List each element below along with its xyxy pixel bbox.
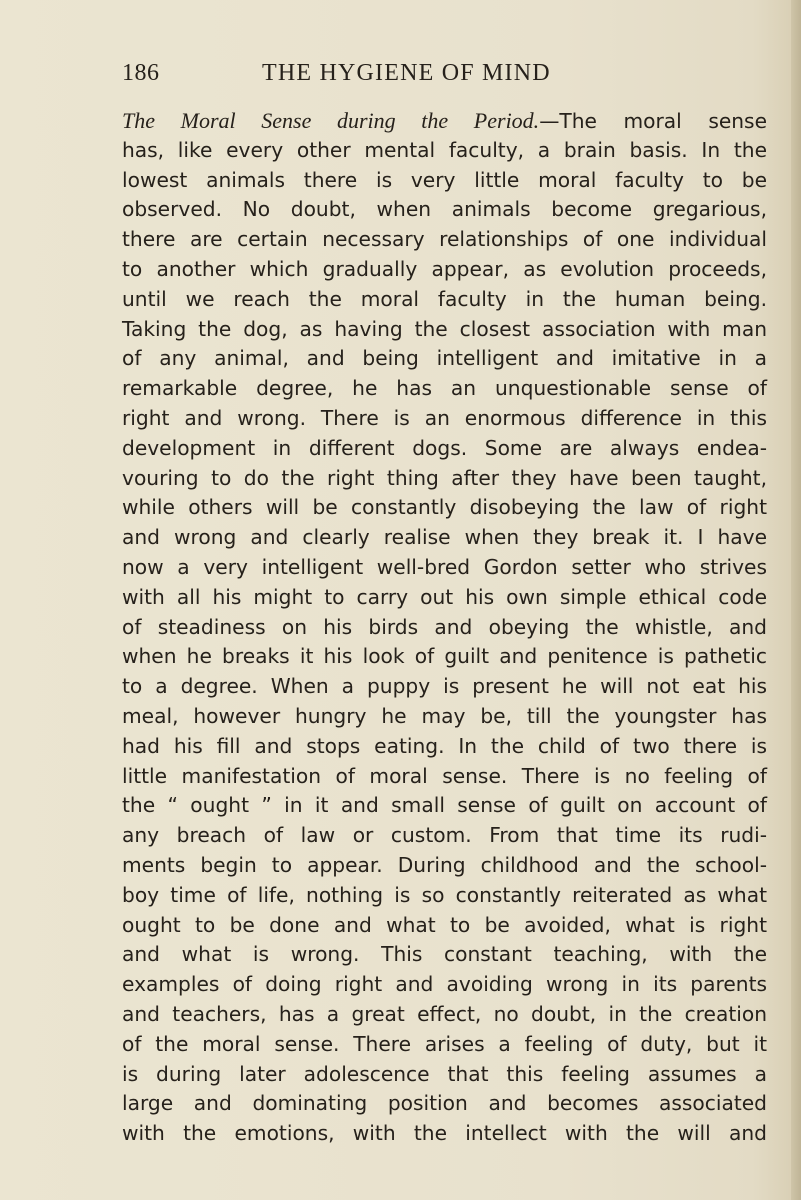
text-line: any breach of law or custom. From that time its rudi-	[122, 823, 767, 848]
text-line: until we reach the moral faculty in the human being.	[122, 286, 767, 311]
text-line: while others will be constantly disobeying the law of right	[122, 495, 767, 520]
text-line: meal, however hungry he may be, till the youngster has	[122, 703, 767, 728]
text-line: with all his might to carry out his own simple ethical code	[122, 584, 767, 609]
text-line: remarkable degree, he has an unquestionable sense of	[122, 376, 767, 401]
text-line: vouring to do the right thing after they have been taught,	[122, 465, 767, 490]
text-line: with the emotions, with the intellect with the will and	[122, 1121, 767, 1146]
text-line: to another which gradually appear, as evolution proceeds,	[122, 256, 767, 281]
text-line: had his fill and stops eating. In the child of two there is	[122, 733, 767, 758]
text-line	[122, 106, 767, 136]
text-line: ought to be done and what to be avoided, what is right	[122, 912, 767, 937]
page-edge	[791, 0, 801, 1200]
text-line: of any animal, and being intelligent and imitative in a	[122, 346, 767, 371]
text-line: examples of doing right and avoiding wrong in its parents	[122, 972, 767, 997]
page-number: 186	[122, 60, 160, 86]
text-line: ments begin to appear. During childhood and the school-	[122, 852, 767, 877]
text-line: development in different dogs. Some are always endea-	[122, 435, 767, 460]
section-heading: The Moral Sense during the Period.	[122, 108, 540, 133]
text-line: of steadiness on his birds and obeying the whistle, and	[122, 614, 767, 639]
text-line: now a very intelligent well-bred Gordon setter who strives	[122, 554, 767, 579]
text-line: Taking the dog, as having the closest association with man	[122, 316, 767, 341]
running-title: THE HYGIENE OF MIND	[262, 60, 551, 86]
text-line: and wrong and clearly realise when they break it. I have	[122, 525, 767, 550]
text-line: observed. No doubt, when animals become gregarious,	[122, 197, 767, 222]
text-line: when he breaks it his look of guilt and penitence is pathetic	[122, 644, 767, 669]
text-line: to a degree. When a puppy is present he will not eat his	[122, 674, 767, 699]
text-line: boy time of life, nothing is so constantly reiterated as what	[122, 882, 767, 907]
running-head	[0, 60, 801, 94]
text-line-content: The moral sense	[559, 109, 767, 133]
text-line: is during later adolescence that this feeling assumes a	[122, 1061, 767, 1086]
text-line: the “ ought ” in it and small sense of guilt on account of	[122, 793, 767, 818]
text-line: little manifestation of moral sense. There is no feeling of	[122, 763, 767, 788]
text-line: and what is wrong. This constant teaching, with the	[122, 942, 767, 967]
text-line: and teachers, has a great effect, no doubt, in the creation	[122, 1001, 767, 1026]
text-line: large and dominating position and becomes associated	[122, 1091, 767, 1116]
heading-dash: —	[539, 109, 560, 133]
text-line: has, like every other mental faculty, a brain basis. In the	[122, 137, 767, 162]
text-line: right and wrong. There is an enormous difference in this	[122, 405, 767, 430]
text-line: lowest animals there is very little moral faculty to be	[122, 167, 767, 192]
text-line: of the moral sense. There arises a feeling of duty, but it	[122, 1031, 767, 1056]
body-text	[122, 106, 767, 1149]
text-line: there are certain necessary relationships of one individual	[122, 227, 767, 252]
